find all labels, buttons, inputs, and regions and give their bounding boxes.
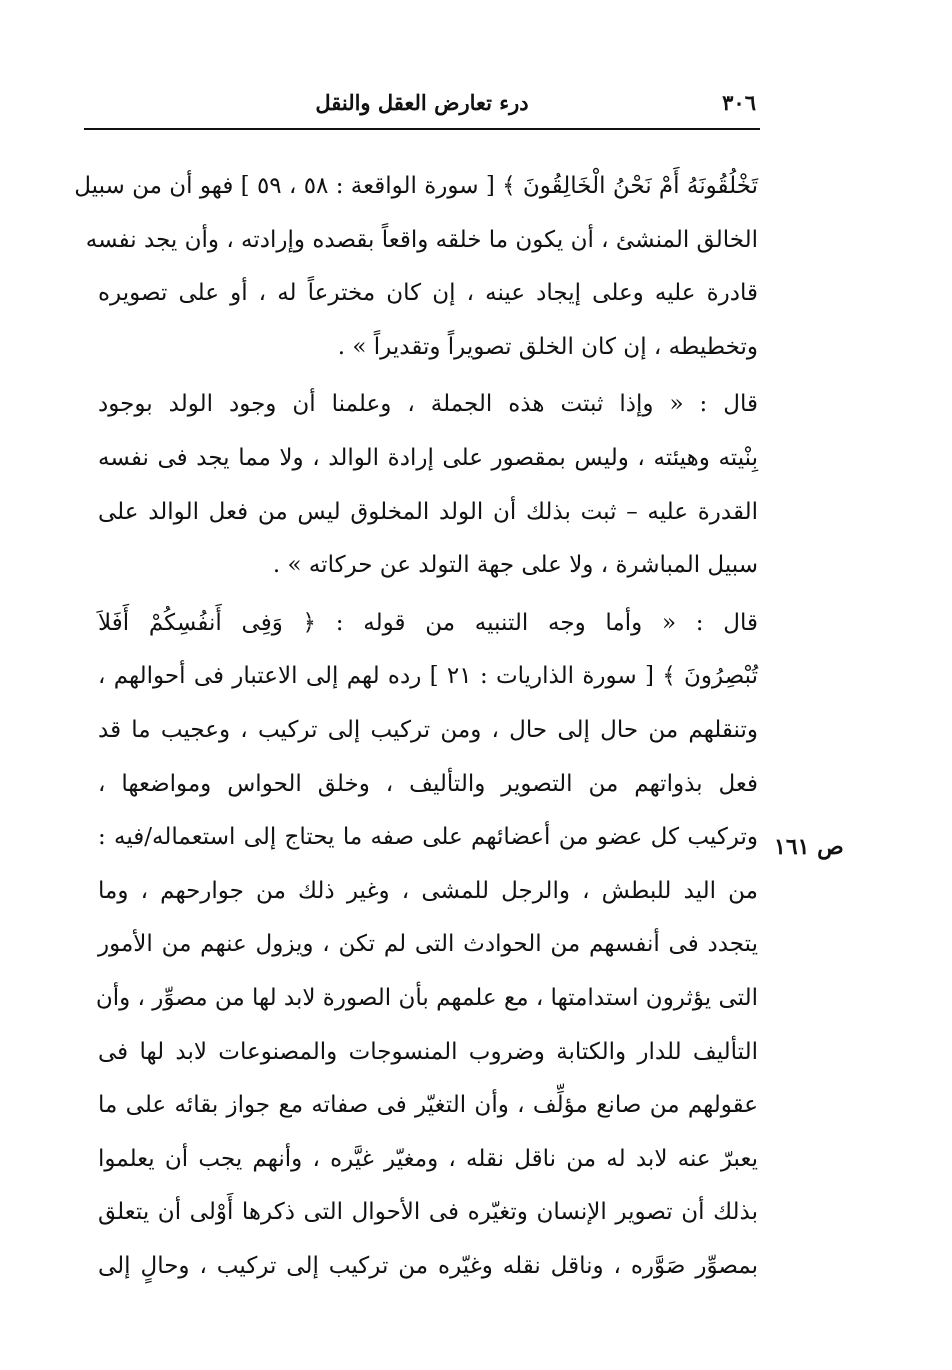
text-line: بِنْيته وهيئته ، وليس بمقصور على إرادة الوالد ، ولا مما يجد فى نفسه: [98, 444, 758, 471]
margin-page-reference: ص ١٦١: [774, 834, 844, 860]
text-line: فعل بذواتهم من التصوير والتأليف ، وخلق الحواس ومواضعها ،: [98, 770, 758, 797]
header-rule: [84, 128, 760, 130]
text-line: وتخطيطه ، إن كان الخلق تصويراً وتقديراً » .: [337, 333, 758, 360]
running-title: درء تعارض العقل والنقل: [315, 90, 529, 115]
page-number: ٣٠٦: [722, 90, 756, 115]
text-line: تَخْلُقُونَهُ أَمْ نَحْنُ الْخَالِقُونَ ﴾ [ سورة الواقعة : ٥٨ ، ٥٩ ] فهو أن من سبيل: [74, 173, 758, 199]
text-line: من اليد للبطش ، والرجل للمشى ، وغير ذلك من جوارحهم ، وما: [98, 877, 758, 904]
text-line: يعبرّ عنه لابد له من ناقل نقله ، ومغيّر غيَّره ، وأنهم يجب أن يعلموا: [98, 1145, 758, 1172]
text-line: عقولهم من صانع مؤلِّف ، وأن التغيّر فى صفاته مع جواز بقائه على ما: [98, 1092, 758, 1119]
text-line: تُبْصِرُونَ ﴾ [ سورة الذاريات : ٢١ ] رده لهم إلى الاعتبار فى أحوالهم ،: [98, 663, 758, 690]
body-text: [74, 160, 758, 1293]
text-line: سبيل المباشرة ، ولا على جهة التولد عن حركاته » .: [272, 552, 758, 579]
text-line: التأليف للدار والكتابة وضروب المنسوجات والمصنوعات لابد لها فى: [98, 1038, 758, 1065]
text-line: يتجدد فى أنفسهم من الحوادث التى لم تكن ، ويزول عنهم من الأمور: [98, 931, 758, 958]
text-line: وتركيب كل عضو من أعضائهم على صفه ما يحتاج إلى استعماله/فيه :: [98, 824, 758, 851]
text-line: وتنقلهم من حال إلى حال ، ومن تركيب إلى تركيب ، وعجيب ما قد: [98, 716, 758, 743]
text-line: قادرة عليه وعلى إيجاد عينه ، إن كان مخترعاً له ، أو على تصويره: [98, 280, 758, 307]
text-line: قال : « وأما وجه التنبيه من قوله : ﴿ وَفِى أَنفُسِكُمْ أَفَلاَ: [98, 609, 758, 636]
text-line: الخالق المنشئ ، أن يكون ما خلقه واقعاً بقصده وإرادته ، وأن يجد نفسه: [85, 226, 758, 253]
text-line: التى يؤثرون استدامتها ، مع علمهم بأن الصورة لابد لها من مصوِّر ، وأن: [95, 984, 758, 1011]
text-line: القدرة عليه – ثبت بذلك أن الولد المخلوق ليس من فعل الوالد على: [98, 498, 758, 525]
text-line: قال : « وإذا ثبتت هذه الجملة ، وعلمنا أن وجود الولد بوجود: [98, 391, 758, 418]
text-line: بذلك أن تصوير الإنسان وتغيّره فى الأحوال التى ذكرها أَوْلى أن يتعلق: [98, 1199, 758, 1226]
page-header: [88, 86, 756, 126]
text-line: بمصوِّر صَوَّره ، وناقل نقله وغيّره من تركيب إلى تركيب ، وحالٍ إلى: [98, 1252, 758, 1279]
